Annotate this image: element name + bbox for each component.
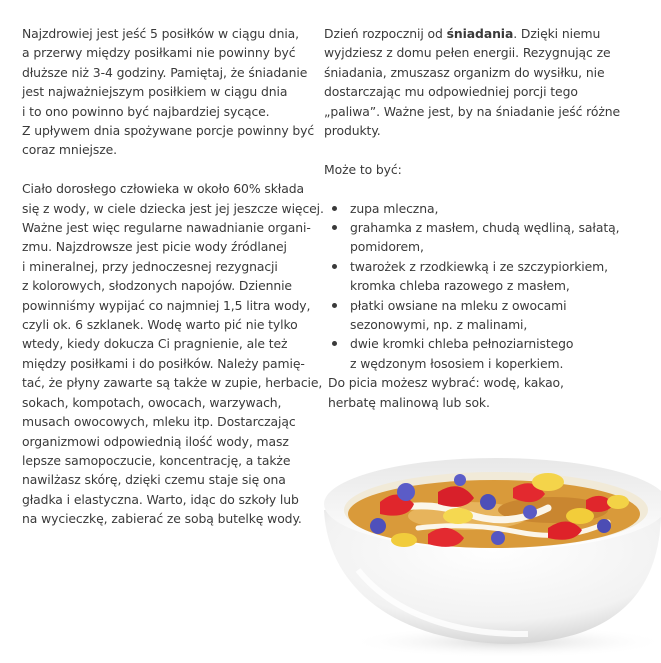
text-line: między posiłkami i do posiłków. Należy pamię- (22, 355, 305, 371)
text-line: i to ono powinno być najbardziej sycące. (22, 103, 270, 119)
text-line: Do picia możesz wybrać: wodę, kakao, (328, 375, 564, 391)
text-line: sokach, kompotach, owocach, warzywach, (22, 394, 282, 410)
bowl-illustration (318, 430, 661, 659)
text-line: Najzdrowiej jest jeść 5 posiłków w ciągu dnia, (22, 26, 299, 41)
text-line: lepsze samopoczucie, koncentrację, a także (22, 452, 291, 468)
text-line: z kolorowych, słodzonych napojów. Dziennie (22, 278, 292, 294)
list-item: płatki owsiane na mleku z owocami sezonowymi, np. z malinami, (324, 296, 624, 335)
paragraph-meals (22, 24, 315, 160)
text-line: organizmowi odpowiednią ilość wody, masz (22, 433, 289, 449)
text-line: wyjdziesz z domu pełen energii. Rezygnując ze (324, 45, 611, 61)
text-line: śniadania, zmuszasz organizm do wysiłku, nie (324, 64, 605, 80)
breakfast-list (324, 199, 624, 374)
text-line: Z upływem dnia spożywane porcje powinny być (22, 123, 315, 139)
text-line: powinniśmy wypijać co najmniej 1,5 litra wody, (22, 297, 311, 313)
text-line: herbatę malinową lub sok. (328, 394, 490, 410)
list-item: grahamka z masłem, chudą wędliną, sałatą, pomidorem, (324, 218, 624, 257)
text-line: coraz mniejsze. (22, 142, 117, 158)
text-line: i mineralnej, przy jednoczesnej rezygnacji (22, 258, 278, 274)
paragraph-drinks (328, 373, 624, 412)
left-column (22, 24, 324, 529)
list-item: twarożek z rzodkiewką i ze szczypiorkiem, kromka chleba razowego z masłem, (324, 257, 624, 296)
text-line: się z wody, w ciele dziecka jest jej jeszcze więcej. (22, 200, 324, 216)
breakfast-bold: śniadania (446, 26, 514, 41)
bullet-icon (332, 264, 337, 269)
right-column (324, 24, 624, 412)
text-line: nawilżasz skórę, dzięki czemu staje się ona (22, 472, 286, 488)
text-line (324, 24, 624, 43)
text-line: gładka i elastyczna. Warto, idąc do szkoły lub (22, 491, 299, 507)
text-line: czyli ok. 6 szklanek. Wodę warto pić nie tylko (22, 317, 298, 333)
text-line: dłuższe niż 3-4 godziny. Pamiętaj, że śniadanie (22, 64, 308, 80)
paragraph-breakfast (324, 24, 624, 140)
list-item: dwie kromki chleba pełnoziarnistego z wędzonym łososiem i koperkiem. (324, 334, 624, 373)
paragraph-water (22, 179, 324, 528)
bullet-icon (332, 341, 337, 346)
bullet-icon (332, 225, 337, 230)
text-line: tać, że płyny zawarte są także w zupie, herbacie, (22, 375, 323, 391)
intro-end: . Dzięki niemu (513, 26, 601, 41)
text-line: a przerwy między posiłkami nie powinny być (22, 45, 296, 61)
text-line: jest najważniejszym posiłkiem w ciągu dnia (22, 84, 288, 100)
text-line: „paliwa”. Ważne jest, by na śniadanie jeść różne (324, 103, 621, 119)
list-heading: Może to być: (324, 161, 402, 177)
cereal-bowl-image (318, 430, 661, 659)
text-line: Ciało dorosłego człowieka w około 60% składa (22, 181, 304, 197)
text-line: wtedy, kiedy dokucza Ci pragnienie, ale też (22, 336, 288, 352)
list-item: zupa mleczna, (324, 199, 624, 218)
text-line: dostarczając mu odpowiedniej porcji tego (324, 84, 578, 100)
bullet-icon (332, 303, 337, 308)
intro-start: Dzień rozpocznij od (324, 26, 447, 41)
text-line: zmu. Najzdrowsze jest picie wody źródlanej (22, 239, 287, 255)
text-line: musach owocowych, mleku itp. Dostarczając (22, 414, 296, 430)
bullet-icon (332, 206, 337, 211)
text-line: na wycieczkę, zabierać ze sobą butelkę wody. (22, 511, 302, 527)
text-line: produkty. (324, 123, 381, 139)
text-line: Ważne jest więc regularne nawadnianie organi- (22, 220, 311, 236)
